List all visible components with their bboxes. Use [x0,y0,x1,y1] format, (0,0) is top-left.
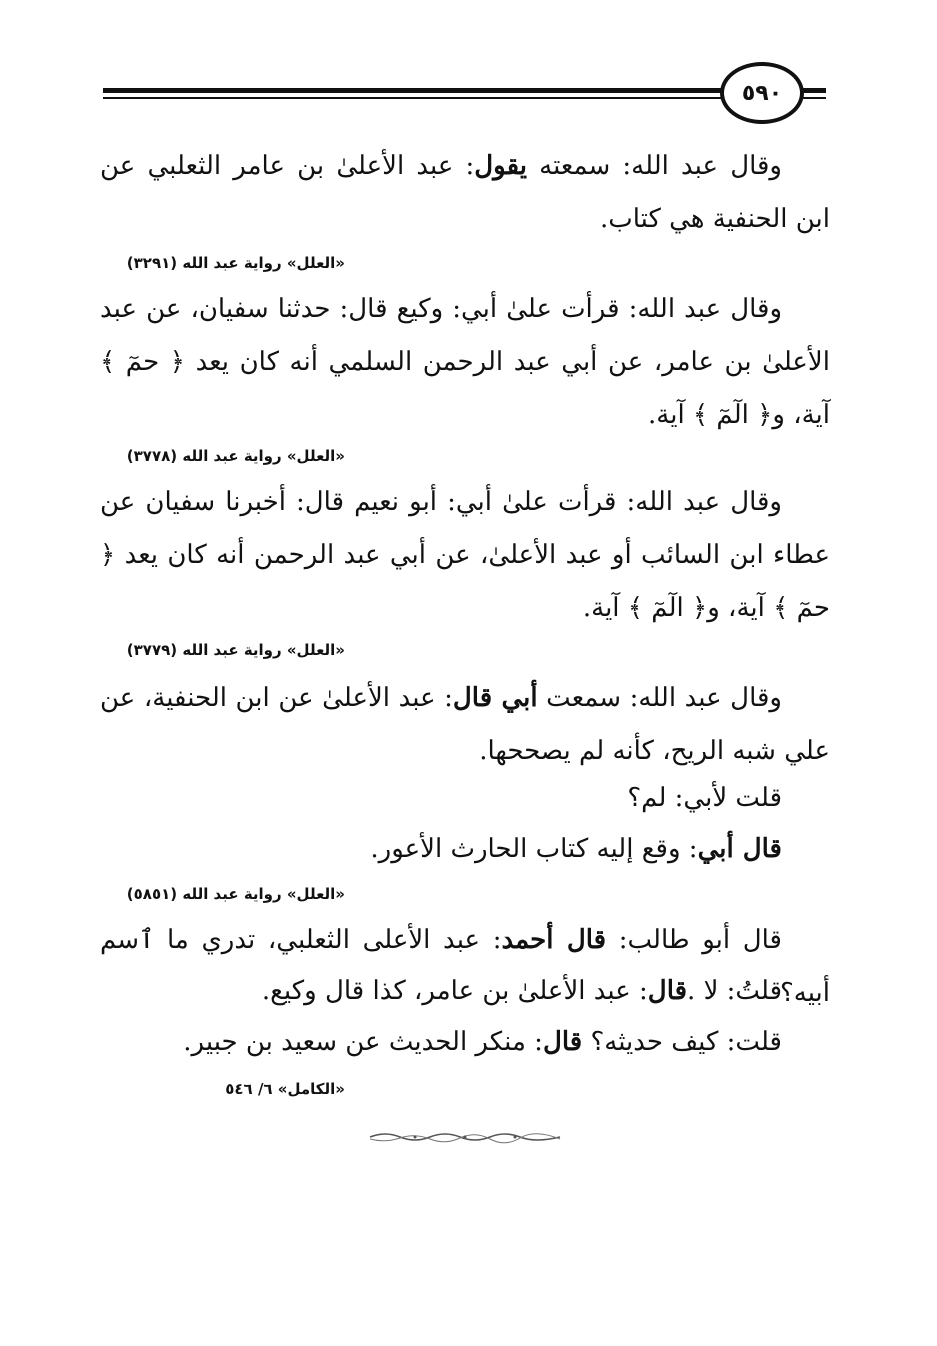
paragraph-2 [100,283,830,442]
source-citation-3: «العلل» رواية عبد الله (٣٧٧٩) [126,641,345,659]
header-rule-thick [103,88,723,93]
paragraph-9 [100,1016,830,1069]
paragraph-4-text-c: : عبد الأعلىٰ عن ابن الحنفية، عن علي شبه الريح، كأنه لم يصححها. [100,683,830,766]
paragraph-9-text-a: قلت: كيف حديثه؟ [582,1027,782,1057]
paragraph-7-bold: قال أحمد [501,925,607,955]
paragraph-9-text-c: : منكر الحديث عن سعيد بن جبير. [183,1027,543,1057]
paragraph-1 [100,140,830,246]
paragraph-8-text-a: قلتُ: لا . [687,976,782,1006]
paragraph-4-bold: أبي قال [452,683,538,713]
paragraph-6-bold: قال أبي [697,834,782,864]
source-citation-1: «العلل» رواية عبد الله (٣٢٩١) [126,254,345,272]
paragraph-6-text-c: : وقع إليه كتاب الحارث الأعور. [370,834,698,864]
paragraph-6 [100,823,830,876]
paragraph-8-text-c: : عبد الأعلىٰ بن عامر، كذا قال وكيع. [261,976,648,1006]
paragraph-3-text: وقال عبد الله: قرأت علىٰ أبي: أبو نعيم قال: أخبرنا سفيان عن عطاء ابن السائب أو عبد الأعلىٰ، عن أبي عبد الرحمن أنه كان يعد ﴿ حمٓ ﴾ آية، و﴿ الٓمٓ ﴾ آية. [100,487,830,623]
header-rule-thin [103,97,723,99]
paragraph-5 [100,772,830,825]
paragraph-4-text-a: وقال عبد الله: سمعت [537,683,782,713]
paragraph-7-text-a: قال أبو طالب: [606,925,782,955]
paragraph-8 [100,965,830,1018]
paragraph-1-text-c: : عبد الأعلىٰ بن عامر الثعلبي عن ابن الحنفية هي كتاب. [100,151,830,234]
paragraph-1-bold: يقول [474,151,527,181]
paragraph-4 [100,672,830,778]
paragraph-5-text: قلت لأبي: لم؟ [627,783,782,813]
header-rule-right-thin [800,97,826,99]
paragraph-7-text-c: : عبد الأعلى الثعلبي، تدري ما ٱسم أبيه؟ [100,925,830,1008]
paragraph-9-bold: قال [542,1027,583,1057]
paragraph-1-text-a: وقال عبد الله: سمعته [526,151,782,181]
source-citation-5: «الكامل» ٦/ ٥٤٦ [225,1080,345,1098]
paragraph-8-bold: قال [647,976,688,1006]
end-ornament [365,1130,565,1144]
source-citation-2: «العلل» رواية عبد الله (٣٧٧٨) [126,447,345,465]
paragraph-3 [100,476,830,635]
source-citation-4: «العلل» رواية عبد الله (٥٨٥١) [126,885,345,903]
paragraph-2-text: وقال عبد الله: قرأت علىٰ أبي: وكيع قال: حدثنا سفيان، عن عبد الأعلىٰ بن عامر، عن أبي عبد الرحمن السلمي أنه كان يعد ﴿ حمٓ ﴾ آية، و﴿ الٓمٓ ﴾ آية. [100,294,830,430]
page-number: ٥٩٠ [720,62,804,124]
